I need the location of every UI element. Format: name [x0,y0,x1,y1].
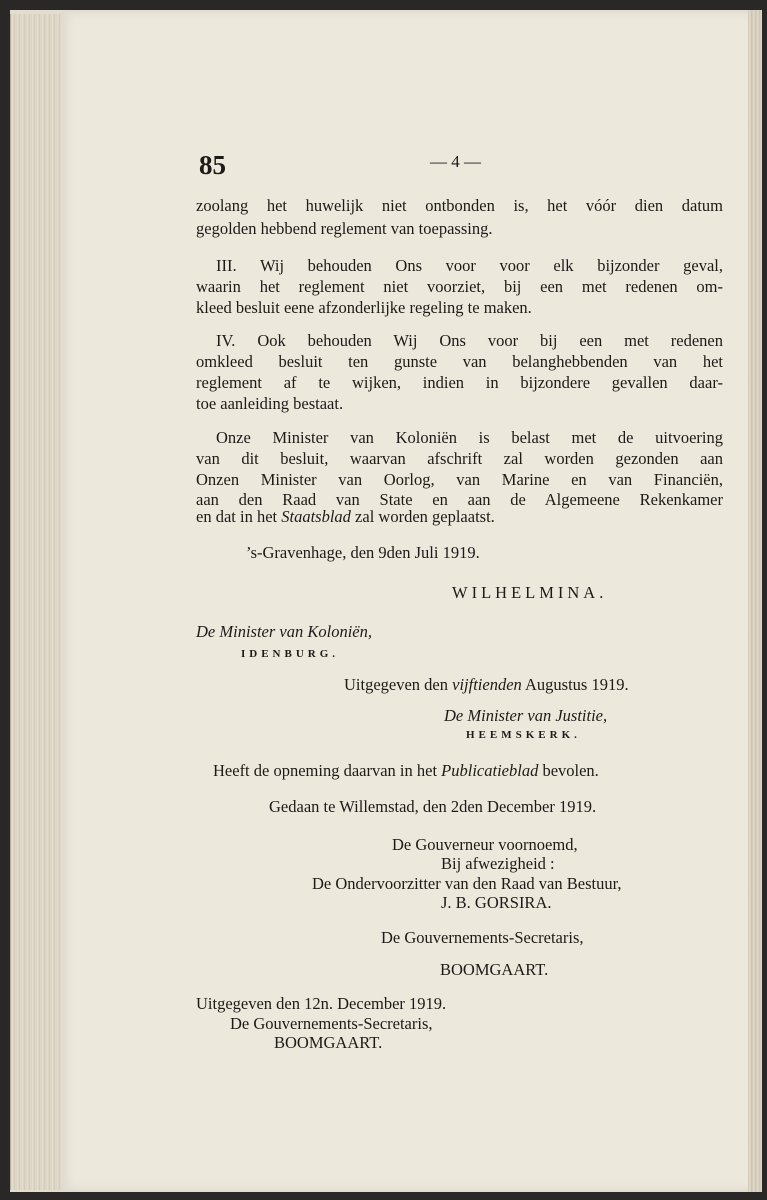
p3-line-2: omkleed besluit ten gunste van belanghebbenden van het [196,352,723,371]
minister-colonies-name: IDENBURG. [241,648,340,660]
staatsblad-italic: Staatsblad [281,507,351,526]
final-line-3: BOOMGAART. [274,1033,383,1052]
p1-line-1: zoolang het huwelijk niet ontbonden is, het vóór dien datum [196,196,723,215]
governor-line-3: De Ondervoorzitter van den Raad van Bestuur, [312,874,622,893]
governor-line-1: De Gouverneur voornoemd, [392,835,578,854]
final-line-2: De Gouvernements-Secretaris, [230,1014,433,1033]
p4-line-1: Onze Minister van Koloniën is belast met de uitvoering [216,428,723,447]
p4-line-3: Onzen Minister van Oorlog, van Marine en van Financiën, [196,470,723,489]
issued-italic: vijftienden [452,675,522,694]
issued-line: Uitgegeven den vijftienden Augustus 1919. [344,675,629,694]
p3-line-3: reglement af te wijken, indien in bijzondere gevallen daar- [196,373,723,392]
secretary-title: De Gouvernements-Secretaris, [381,928,584,947]
p3-line-4: toe aanleiding bestaat. [196,394,344,413]
p1-line-2: gegolden hebbend reglement van toepassing. [196,219,493,238]
governor-line-2: Bij afwezigheid : [441,854,555,873]
page-marker: — 4 — [430,152,481,171]
secretary-name: BOOMGAART. [440,960,549,979]
page-number: 85 [199,150,226,180]
p4-line-2: van dit besluit, waarvan afschrift zal worden gezonden aan [196,449,723,468]
governor-name: J. B. GORSIRA. [441,893,552,912]
royal-signature: WILHELMINA. [452,583,608,602]
p3-line-1: IV. Ook behouden Wij Ons voor bij een met redenen [216,331,723,350]
p2-line-2: waarin het reglement niet voorziet, bij een met redenen om- [196,277,723,296]
place-date: ’s-Gravenhage, den 9den Juli 1919. [246,543,480,562]
p2-line-3: kleed besluit eene afzonderlijke regeling te maken. [196,298,532,317]
publication-line: Heeft de opneming daarvan in het Publicatieblad bevolen. [213,761,599,780]
publicatieblad-italic: Publicatieblad [441,761,539,780]
page-edges [10,14,63,1190]
done-at-line: Gedaan te Willemstad, den 2den December 1919. [269,797,597,816]
final-line-1: Uitgegeven den 12n. December 1919. [196,994,447,1013]
minister-justice-name: HEEMSKERK. [466,729,581,741]
minister-colonies-title: De Minister van Koloniën, [196,622,372,641]
p4-line-5: en dat in het Staatsblad zal worden geplaatst. [196,507,495,526]
p2-line-1: III. Wij behouden Ons voor voor elk bijzonder geval, [216,256,723,275]
minister-justice-title: De Minister van Justitie, [444,706,608,725]
right-page-edge [748,10,762,1192]
p4-line-4: aan den Raad van State en aan de Algemeene Rekenkamer [196,490,723,509]
